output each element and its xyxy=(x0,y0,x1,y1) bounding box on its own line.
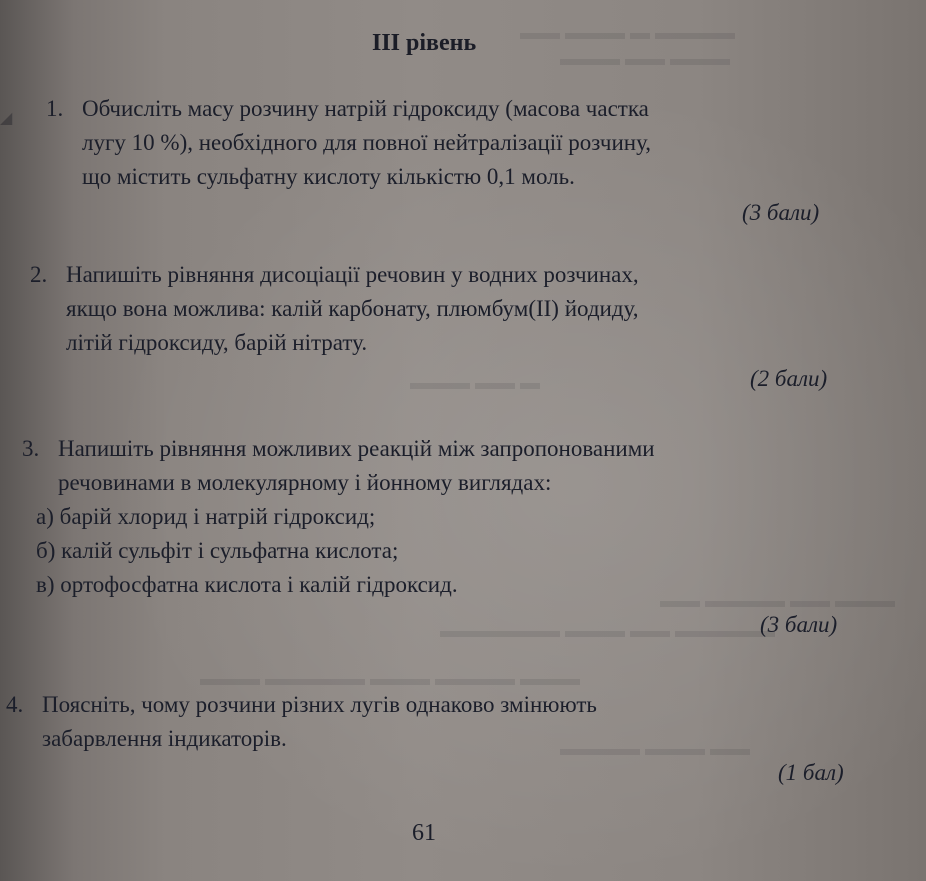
question-1 xyxy=(46,92,651,194)
show-through-texture: ▬▬▬▬ ▬▬▬ ▬▬ xyxy=(560,738,750,760)
question-text-line: Обчисліть масу розчину натрій гідроксиду (масова частка xyxy=(82,96,649,121)
show-through-texture: ▬▬▬ ▬▬ ▬▬▬ xyxy=(560,48,730,70)
question-text-line: забарвлення індикаторів. xyxy=(42,726,287,751)
show-through-texture: ▬▬▬ ▬▬ ▬ xyxy=(410,372,540,394)
question-text-line: літій гідроксиду, барій нітрату. xyxy=(66,330,368,355)
question-text-line: Поясніть, чому розчини різних лугів однаково змінюють xyxy=(42,692,597,717)
question-4 xyxy=(6,688,597,756)
question-number: 3. xyxy=(22,436,40,461)
show-through-texture: ▬▬ ▬▬▬▬ ▬▬ ▬▬▬ xyxy=(660,590,895,612)
points-label: (2 бали) xyxy=(750,366,828,391)
points-label: (3 бали) xyxy=(760,612,838,637)
question-2 xyxy=(30,258,639,360)
points-label: (1 бал) xyxy=(778,760,844,785)
question-text-line: що містить сульфатну кислоту кількістю 0,1 моль. xyxy=(82,164,575,189)
question-number: 4. xyxy=(6,692,24,717)
page-edge-mark: ◢ xyxy=(0,110,13,127)
page-number: 61 xyxy=(412,820,436,846)
question-text-line: речовинами в молекулярному і йонному виглядах: xyxy=(58,470,552,495)
question-text-line: лугу 10 %), необхідного для повної нейтралізації розчину, xyxy=(82,130,652,155)
question-number: 1. xyxy=(46,96,64,121)
points-label: (3 бали) xyxy=(742,200,820,225)
sub-item-b: б) калій сульфіт і сульфатна кислота; xyxy=(36,538,399,563)
section-heading: ІІІ рівень xyxy=(372,30,477,56)
sub-item-c: в) ортофосфатна кислота і калій гідроксид. xyxy=(36,572,458,597)
question-number: 2. xyxy=(30,262,48,287)
question-3 xyxy=(22,432,655,602)
show-through-texture: ▬▬▬▬▬▬ ▬▬▬ ▬▬ ▬▬▬▬▬ xyxy=(440,620,775,642)
question-text-line: якщо вона можлива: калій карбонату, плюмбум(ІІ) йодиду, xyxy=(66,296,639,321)
show-through-texture: ▬▬ ▬▬▬ ▬ ▬▬▬▬ xyxy=(520,22,735,44)
show-through-texture: ▬▬▬ ▬▬▬▬▬ ▬▬▬ ▬▬▬▬ ▬▬▬ xyxy=(200,668,580,690)
question-text-line: Напишіть рівняння дисоціації речовин у водних розчинах, xyxy=(66,262,639,287)
question-text-line: Напишіть рівняння можливих реакцій між запропонованими xyxy=(58,436,655,461)
sub-item-a: а) барій хлорид і натрій гідроксид; xyxy=(36,504,376,529)
